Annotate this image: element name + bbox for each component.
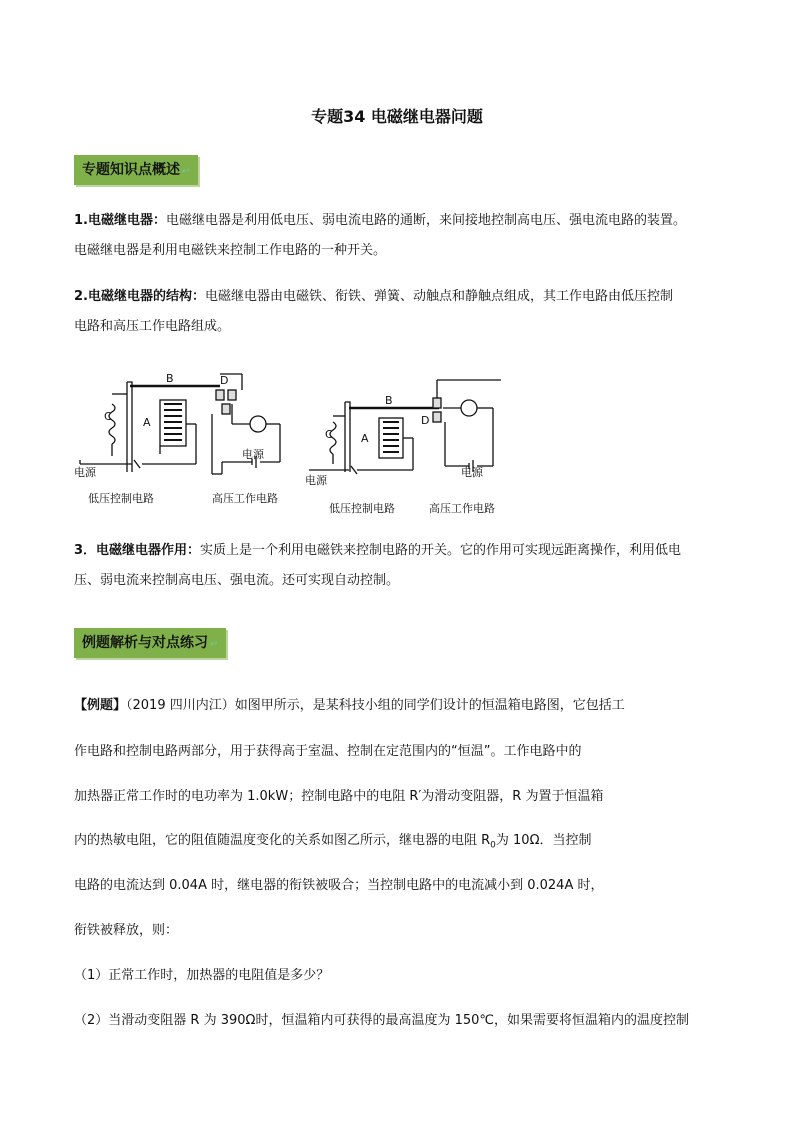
- point-3: [74, 536, 734, 596]
- question-1: （1）正常工作时，加热器的电阻值是多少？: [74, 968, 330, 983]
- subscript-zero: 0: [490, 840, 496, 851]
- point-3-line1: 实质上是一个利用电磁铁来控制电路的开关。它的作用可实现远距离操作，利用低电: [200, 543, 682, 558]
- label-c: C: [104, 410, 112, 423]
- relay-diagram-right: [305, 372, 505, 518]
- label-a: A: [361, 432, 369, 445]
- point-3-head: 3．电磁继电器作用：: [74, 543, 201, 558]
- caption-low-circuit: 低压控制电路: [329, 502, 395, 515]
- point-1-line2: 电磁继电器是利用电磁铁来控制工作电路的一种开关。: [74, 243, 387, 258]
- return-mark: ↵: [182, 166, 191, 177]
- section-banner-examples: [74, 628, 226, 658]
- label-power-low: 电源: [74, 466, 96, 479]
- label-d: D: [421, 414, 430, 427]
- label-c: C: [325, 428, 333, 441]
- example-source: （2019 四川内江）: [126, 698, 235, 713]
- section-banner-label: 例题解析与对点练习: [82, 635, 208, 651]
- point-2-head: 2.电磁继电器的结构：: [74, 289, 205, 304]
- point-1-head: 1.电磁继电器：: [74, 213, 166, 228]
- point-2: [74, 282, 734, 342]
- example-text-1: 如图甲所示，是某科技小组的同学们设计的恒温箱电路图，它包括工: [234, 698, 625, 713]
- example-tag: 【例题】: [74, 698, 127, 713]
- point-1: [74, 206, 734, 266]
- label-power-low: 电源: [305, 474, 327, 487]
- section-banner-label: 专题知识点概述: [82, 162, 180, 178]
- example-line-2: 作电路和控制电路两部分，用于获得高于室温、控制在定范围内的“恒温”。工作电路中的: [74, 744, 582, 759]
- example-line-6: 衔铁被释放，则：: [74, 923, 179, 938]
- label-d: D: [220, 374, 229, 387]
- example-text-4b: 为 10Ω．当控制: [495, 833, 592, 848]
- point-1-line1: 电磁继电器是利用低电压、弱电流电路的通断，来间接地控制高电压、强电流电路的装置。: [165, 213, 686, 228]
- caption-low-circuit: 低压控制电路: [88, 492, 154, 505]
- label-b: B: [385, 394, 393, 407]
- section-banner-overview: [74, 155, 198, 185]
- caption-high-circuit: 高压工作电路: [212, 492, 278, 505]
- example-line-4: [74, 829, 592, 851]
- point-3-line2: 压、弱电流来控制高电压、强电流。还可实现自动控制。: [74, 573, 400, 588]
- caption-high-circuit: 高压工作电路: [429, 502, 495, 515]
- example-text-4a: 内的热敏电阻，它的阻值随温度变化的关系如图乙所示，继电器的电阻 R: [74, 833, 491, 848]
- point-2-line2: 电路和高压工作电路组成。: [74, 319, 231, 334]
- label-a: A: [143, 416, 151, 429]
- label-power-high: 电源: [461, 466, 483, 479]
- page-title: 专题34 电磁继电器问题: [311, 107, 483, 126]
- point-2-line1: 电磁继电器由电磁铁、衔铁、弹簧、动触点和静触点组成，其工作电路由低压控制: [204, 289, 673, 304]
- example-line-3: 加热器正常工作时的电功率为 1.0kW；控制电路中的电阻 R′为滑动变阻器，R 为置于恒温箱: [74, 789, 604, 804]
- label-power-high: 电源: [242, 448, 264, 461]
- return-mark: ↵: [210, 639, 219, 650]
- example-line-1: [74, 694, 625, 713]
- label-b: B: [166, 372, 174, 385]
- question-2: （2）当滑动变阻器 R 为 390Ω时，恒温箱内可获得的最高温度为 150℃，如果需要将恒温箱内的温度控制: [74, 1013, 689, 1028]
- example-line-5: 电路的电流达到 0.04A 时，继电器的衔铁被吸合；当控制电路中的电流减小到 0.024A 时，: [74, 878, 604, 893]
- relay-diagram-left: [72, 364, 292, 516]
